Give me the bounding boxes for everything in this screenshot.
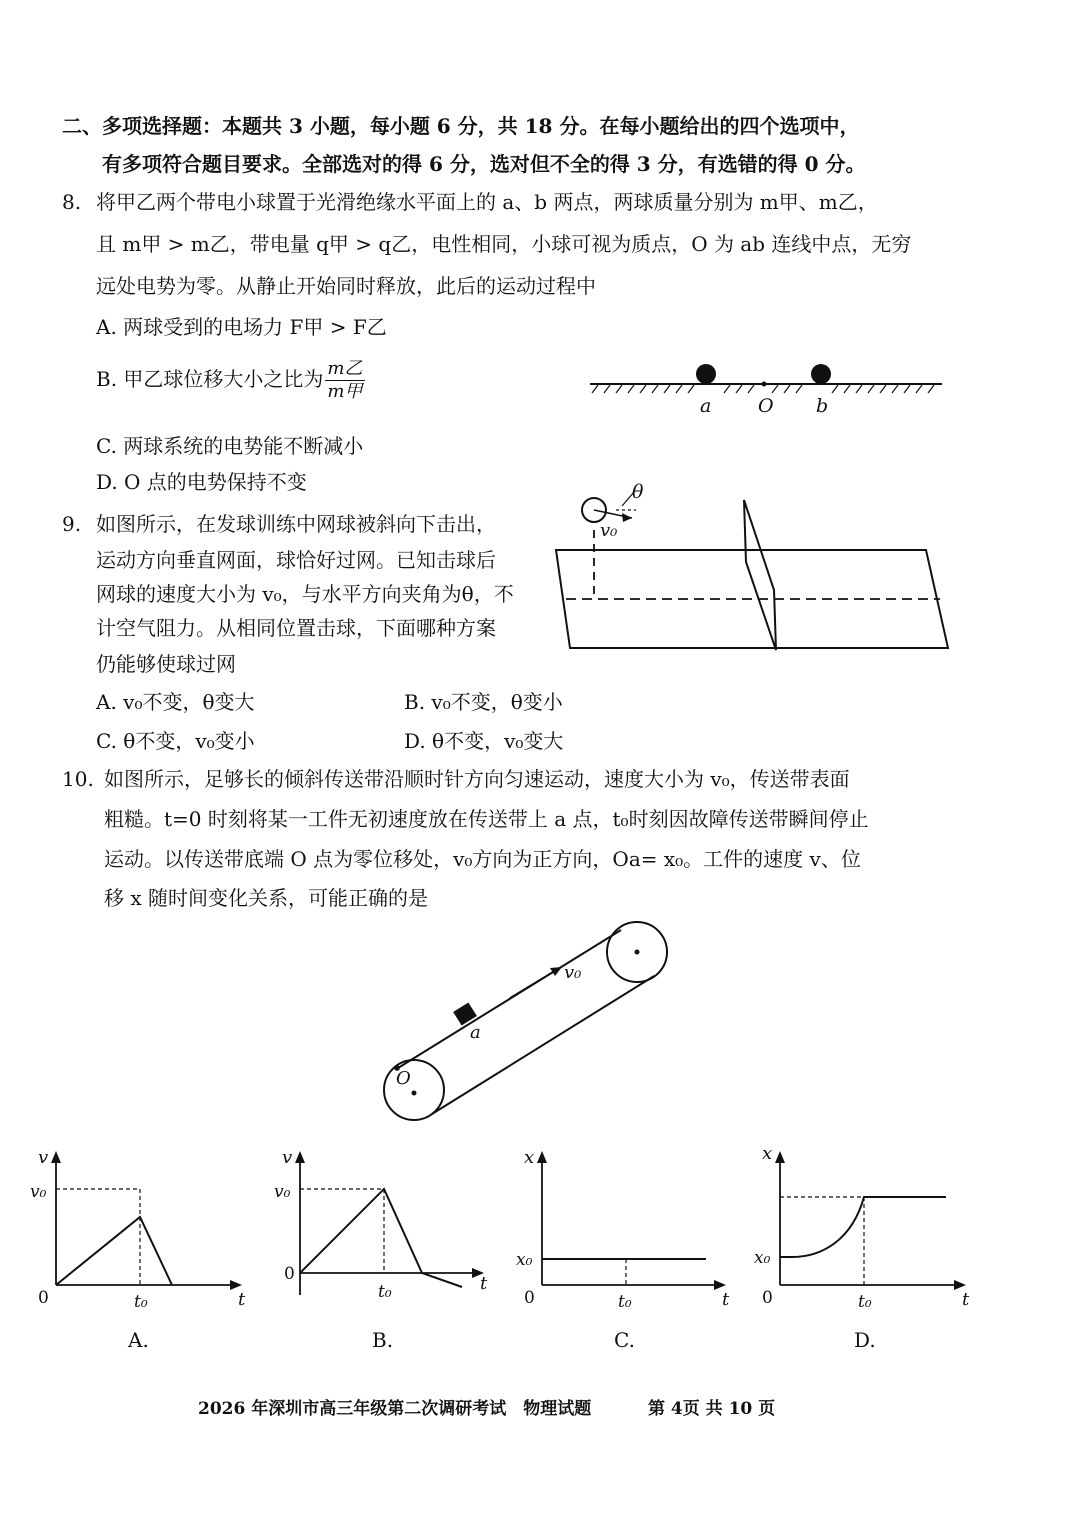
q9-option-c[interactable]: C. θ不变，v₀变小 <box>96 729 255 753</box>
graph-d-curve <box>780 1197 946 1257</box>
x-axis-label: t <box>722 1289 730 1310</box>
q10-number: 10. <box>62 767 94 791</box>
origin-label: 0 <box>284 1264 295 1284</box>
q9-number: 9. <box>62 512 82 536</box>
ball-b <box>811 364 831 384</box>
label-O: O <box>396 1068 411 1089</box>
y-axis-label: v <box>38 1147 49 1168</box>
q9-stem-line3: 网球的速度大小为 v₀，与水平方向夹角为θ，不 <box>96 582 514 606</box>
q8-option-b[interactable] <box>96 358 365 403</box>
label-v0: v₀ <box>564 962 582 983</box>
y-axis-label: v <box>282 1147 293 1168</box>
q9-option-b[interactable]: B. v₀不变，θ变小 <box>404 690 563 714</box>
q8-figure <box>588 356 948 420</box>
footer-title: 2026 年深圳市高三年级第二次调研考试 物理试题 <box>198 1399 592 1419</box>
q8-stem-line1: 将甲乙两个带电小球置于光滑绝缘水平面上的 a、b 两点，两球质量分别为 m甲、m乙， <box>96 190 878 214</box>
graph-a-option[interactable]: A. <box>128 1328 149 1352</box>
q10-stem-line4: 移 x 随时间变化关系，可能正确的是 <box>104 886 428 910</box>
fraction-numerator: m乙 <box>327 358 363 379</box>
x-tick-label: t₀ <box>378 1282 392 1302</box>
q8-option-d[interactable]: D. O 点的电势保持不变 <box>96 470 307 494</box>
q9-stem-line4: 计空气阻力。从相同位置击球，下面哪种方案 <box>96 616 496 640</box>
label-O: O <box>758 395 774 417</box>
midpoint-O <box>762 382 767 387</box>
graph-c-option[interactable]: C. <box>614 1328 635 1352</box>
x-tick-label: t₀ <box>134 1292 148 1312</box>
origin-label: 0 <box>38 1288 49 1308</box>
y-tick-label: v₀ <box>30 1182 47 1202</box>
q10-figure <box>380 918 680 1128</box>
graph-c <box>514 1145 744 1320</box>
q8-option-a[interactable]: A. 两球受到的电场力 F甲 > F乙 <box>96 315 387 339</box>
belt-bottom <box>432 976 654 1114</box>
label-a: a <box>700 395 712 417</box>
q9-figure <box>552 478 952 658</box>
label-theta: θ <box>632 481 644 503</box>
label-a: a <box>470 1022 481 1043</box>
ball-a <box>696 364 716 384</box>
q8-option-c[interactable]: C. 两球系统的电势能不断减小 <box>96 434 364 458</box>
y-tick-label: x₀ <box>516 1250 533 1270</box>
belt-top <box>398 930 621 1068</box>
graph-b <box>272 1145 502 1320</box>
x-axis-label: t <box>962 1289 970 1310</box>
y-axis-label: x <box>762 1143 773 1164</box>
q9-stem-line2: 运动方向垂直网面，球恰好过网。已知击球后 <box>96 548 496 572</box>
section-title: 二、多项选择题：本题共 3 小题，每小题 6 分，共 18 分。在每小题给出的四个选项中， <box>62 114 860 138</box>
q10-stem-line1: 如图所示，足够长的倾斜传送带沿顺时针方向匀速运动，速度大小为 v₀，传送带表面 <box>104 767 850 791</box>
graph-a <box>28 1145 258 1320</box>
graph-d-option[interactable]: D. <box>854 1328 876 1352</box>
origin-label: 0 <box>524 1288 535 1308</box>
q9-option-a[interactable]: A. v₀不变，θ变大 <box>96 690 255 714</box>
q8-option-b-fraction <box>325 358 364 403</box>
y-tick-label: v₀ <box>274 1182 291 1202</box>
section-instructions: 有多项符合题目要求。全部选对的得 6 分，选对但不全的得 3 分，有选错的得 0 分。 <box>102 152 866 176</box>
graph-a-curve <box>56 1217 172 1285</box>
q10-stem-line3: 运动。以传送带底端 O 点为零位移处，v₀方向为正方向，Oa= x₀。工件的速度 v、位 <box>104 847 861 871</box>
footer-page-number: 第 4页 共 10 页 <box>648 1399 776 1419</box>
net <box>744 500 776 650</box>
q8-stem-line2: 且 m甲 > m乙，带电量 q甲 > q乙，电性相同，小球可视为质点，O 为 ab 连线中点，无穷 <box>96 232 912 256</box>
x-axis-label: t <box>480 1273 488 1294</box>
x-tick-label: t₀ <box>858 1292 872 1312</box>
q10-stem-line2: 粗糙。t=0 时刻将某一工件无初速度放在传送带上 a 点，t₀时刻因故障传送带瞬间停止 <box>104 807 869 831</box>
graph-d <box>752 1145 982 1320</box>
label-v0: v₀ <box>600 520 618 541</box>
q8-number: 8. <box>62 190 82 214</box>
origin-label: 0 <box>762 1288 773 1308</box>
q9-stem-line5: 仍能够使球过网 <box>96 652 236 676</box>
y-tick-label: x₀ <box>754 1248 771 1268</box>
label-b: b <box>816 395 829 417</box>
fraction-denominator: m甲 <box>327 381 363 402</box>
x-axis-label: t <box>238 1289 246 1310</box>
q8-option-b-text: B. 甲乙球位移大小之比为 <box>96 367 324 391</box>
q8-stem-line3: 远处电势为零。从静止开始同时释放，此后的运动过程中 <box>96 274 596 298</box>
x-tick-label: t₀ <box>618 1292 632 1312</box>
q9-stem-line1: 如图所示，在发球训练中网球被斜向下击出， <box>96 512 496 536</box>
graph-b-option[interactable]: B. <box>372 1328 394 1352</box>
q9-option-d[interactable]: D. θ不变，v₀变大 <box>404 729 564 753</box>
y-axis-label: x <box>524 1147 535 1168</box>
